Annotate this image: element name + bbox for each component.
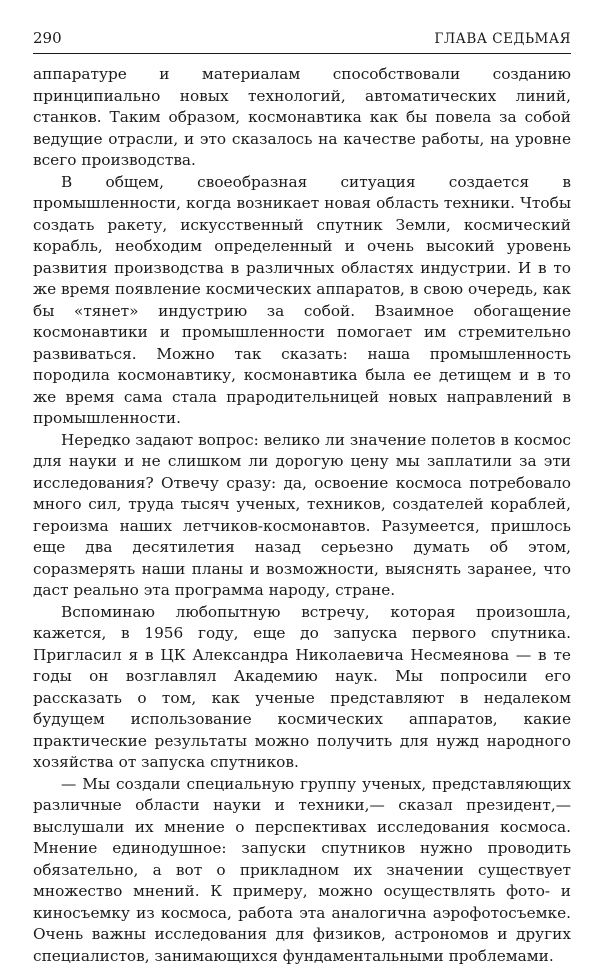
paragraph: Нередко задают вопрос: велико ли значение полетов в космос для науки и не слишком ли дорогую цену мы заплатили за эти исследования? Отвечу сразу: да, освоение космоса потребовало много сил, труда тысяч ученых, техников, создателей кораблей, героизма наших летчиков-космонавтов. Разумеется, пришлось еще два десятилетия назад серьезно думать об этом, соразмерять наши планы и возможности, выяснять заранее, что даст реально эта программа народу, стране. <box>33 430 571 602</box>
page-number: 290 <box>33 28 62 48</box>
paragraph: Вспоминаю любопытную встречу, которая произошла, кажется, в 1956 году, еще до запуска первого спутника. Пригласил я в ЦК Александра Николаевича Несмеянова — в те годы он возглавлял Академию наук. Мы попросили его рассказать о том, как ученые представляют в недалеком будущем использование космических аппаратов, какие практические результаты можно получить для нужд народного хозяйства от запуска спутников. <box>33 602 571 774</box>
paragraph: В общем, своеобразная ситуация создается в промышленности, когда возникает новая область техники. Чтобы создать ракету, искусственный спутник Земли, космический корабль, необходим определенный и очень высокий уровень развития производства в различных областях индустрии. И в то же время появление космических аппаратов, в свою очередь, как бы «тянет» индустрию за собой. Взаимное обогащение космонавтики и промышленности помогает им стремительно развиваться. Можно так сказать: наша промышленность породила космонавтику, космонавтика была ее детищем и в то же время сама стала прародительницей новых направлений в промышленности. <box>33 172 571 430</box>
paragraph-continued: аппаратуре и материалам способствовали созданию принципиально новых технологий, автоматических линий, станков. Таким образом, космонавтика как бы повела за собой ведущие отрасли, и это сказалось на качестве работы, на уровне всего производства. <box>33 64 571 172</box>
paragraph-quote: — Мы создали специальную группу ученых, представляющих различные области науки и техники,— сказал президент,— выслушали их мнение о перспективах исследования космоса. Мнение единодушное: запуски спутников нужно проводить обязательно, а вот о прикладном их значении существует множество мнений. К примеру, можно осуществлять фото- и киносъемку из космоса, работа эта аналогична аэрофотосъемке. Очень важны исследования для физиков, астрономов и других специалистов, занимающихся фундаментальными проблемами. <box>33 774 571 967</box>
page-body <box>33 64 571 967</box>
chapter-title: ГЛАВА СЕДЬМАЯ <box>434 29 571 49</box>
book-page <box>33 28 571 967</box>
page-header <box>33 28 571 54</box>
